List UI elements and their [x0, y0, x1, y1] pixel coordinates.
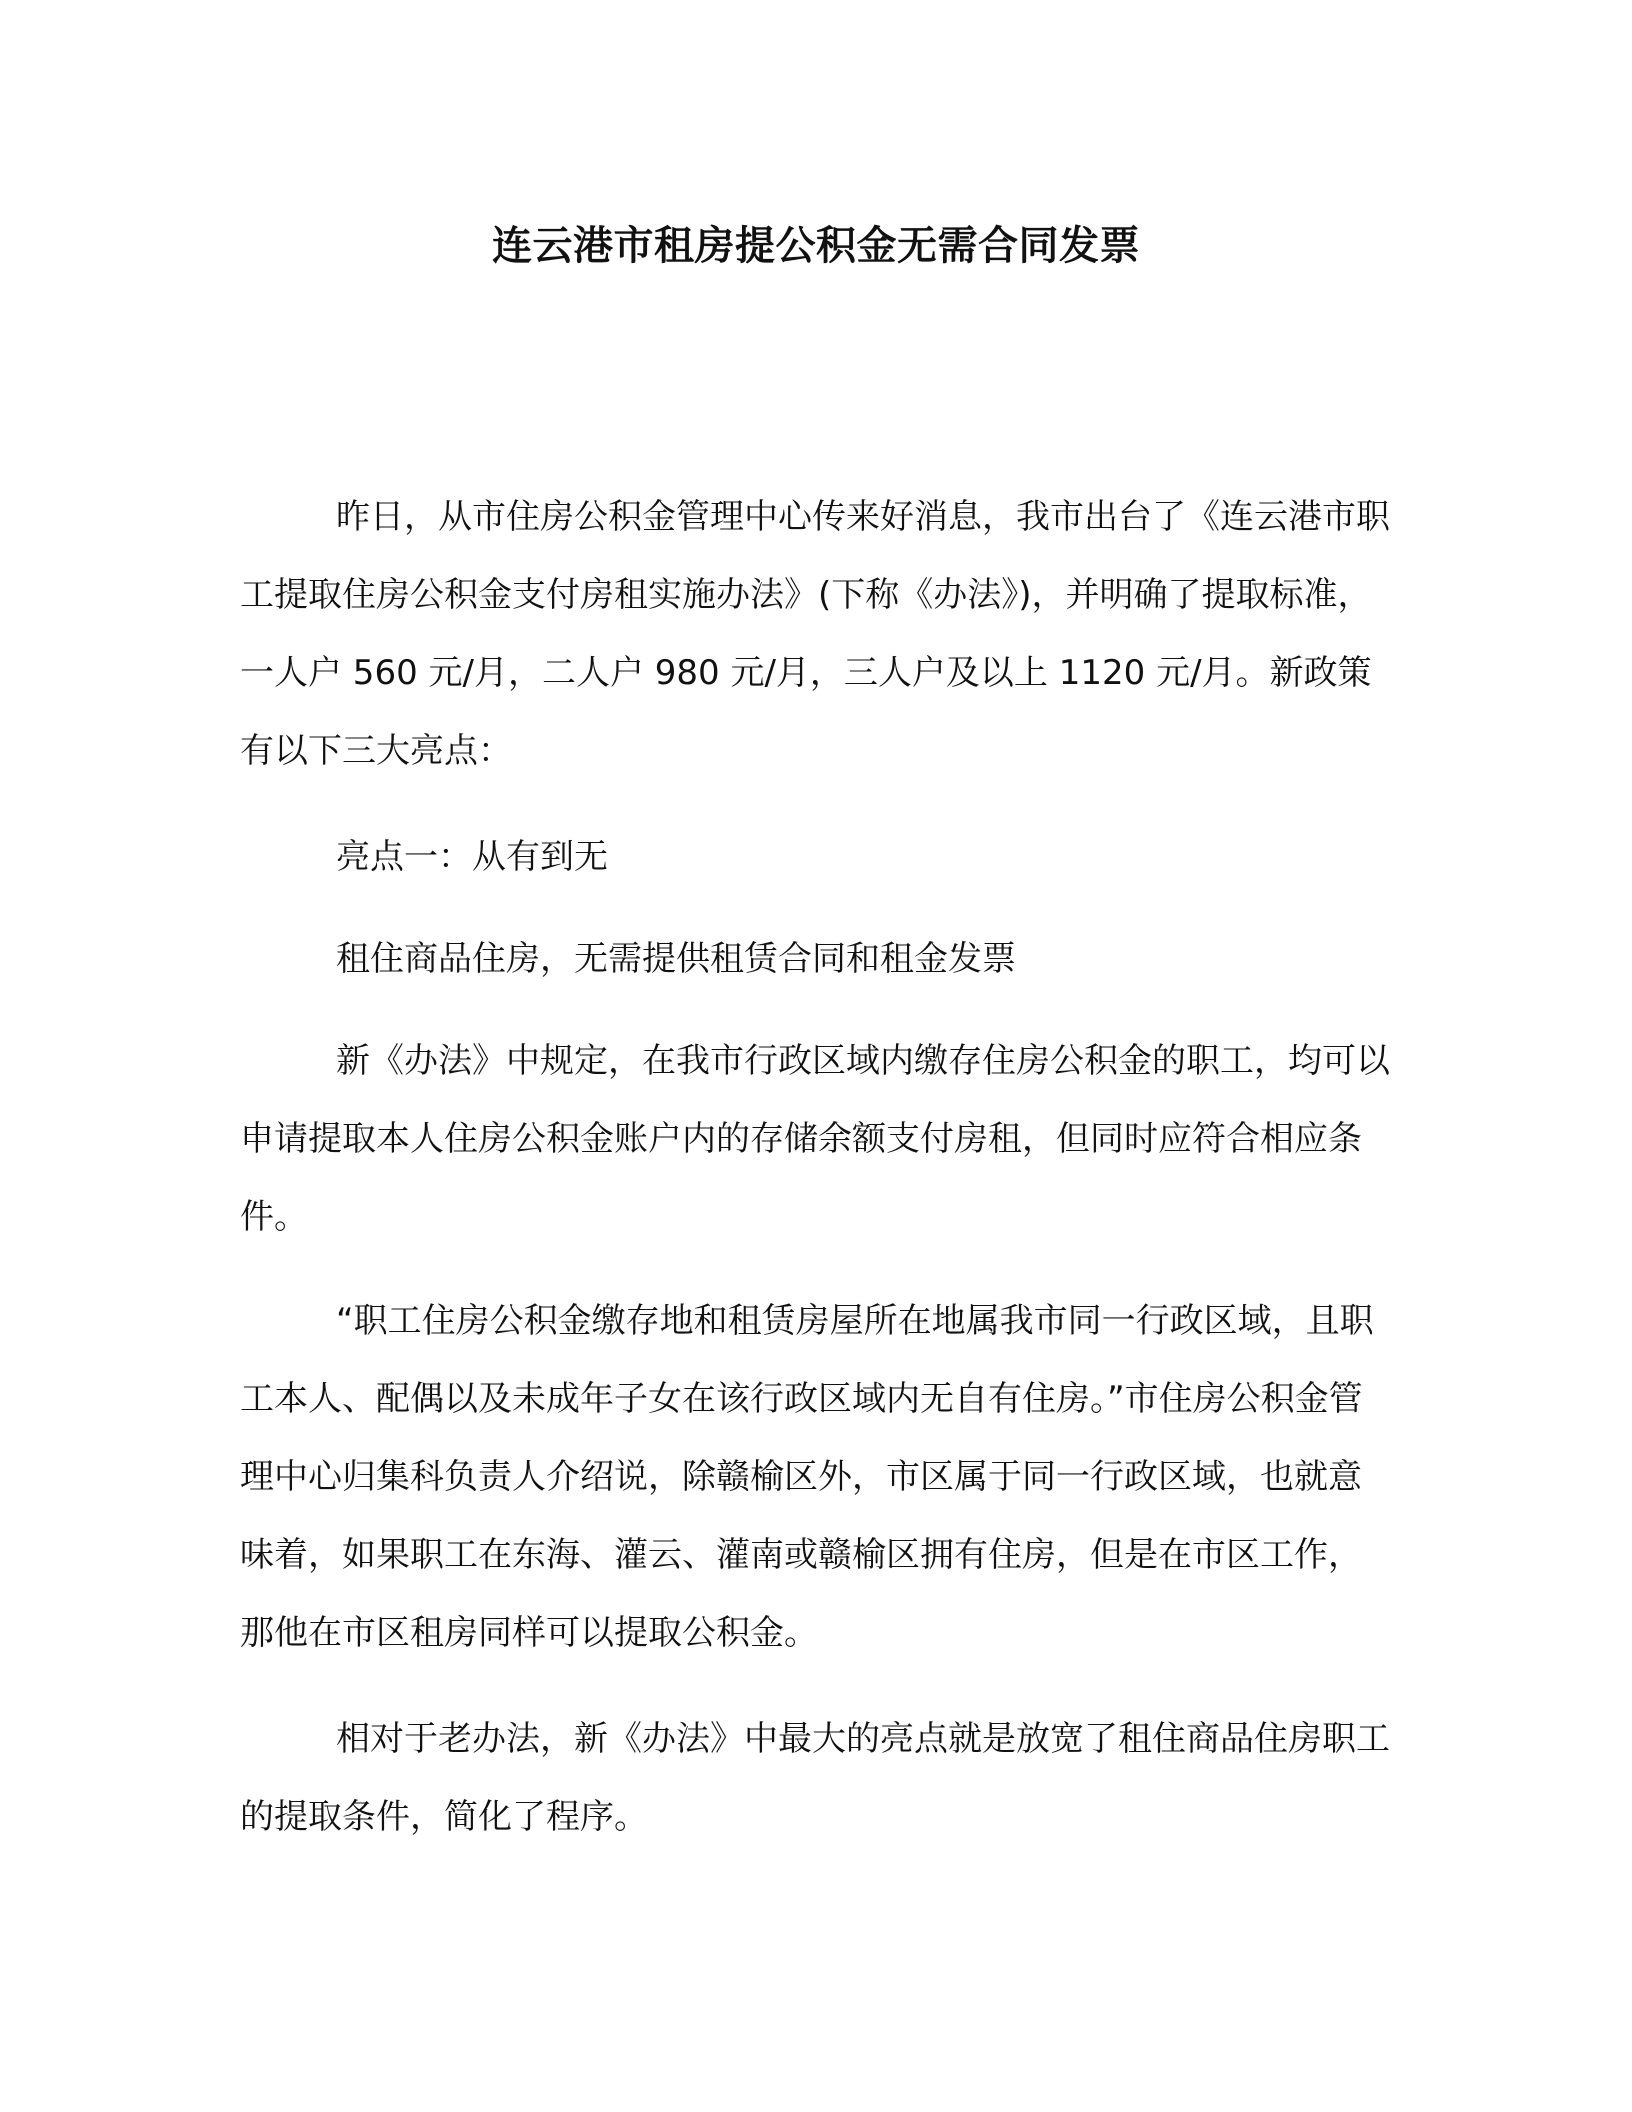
paragraph-text: 相对于老办法，新《办法》中最大的亮点就是放宽了租住商品住房职工的提取条件，简化了程序。: [240, 1719, 1390, 1837]
paragraph-quote: [240, 1282, 1392, 1672]
paragraph-text: 租住商品住房，无需提供租赁合同和租金发票: [336, 939, 1016, 979]
paragraph-intro: [240, 478, 1392, 790]
paragraph-regulation: [240, 1022, 1392, 1256]
paragraph-highlight-heading: [240, 818, 1392, 896]
paragraph-text: “职工住房公积金缴存地和租赁房屋所在地属我市同一行政区域，且职工本人、配偶以及未成年子女在该行政区域内无自有住房。”市住房公积金管理中心归集科负责人介绍说，除赣榆区外，市区属于同一行政区域，也就意味着，如果职工在东海、灌云、灌南或赣榆区拥有住房，但是在市区工作，那他在市区租房同样可以提取公积金。: [240, 1301, 1374, 1653]
paragraph-text: 新《办法》中规定，在我市行政区域内缴存住房公积金的职工，均可以申请提取本人住房公积金账户内的存储余额支付房租，但同时应符合相应条件。: [240, 1041, 1390, 1237]
paragraph-text: 亮点一：从有到无: [336, 837, 608, 877]
paragraph-highlight-subheading: [240, 920, 1392, 998]
paragraph-conclusion: [240, 1700, 1392, 1856]
paragraph-text: 昨日，从市住房公积金管理中心传来好消息，我市出台了《连云港市职工提取住房公积金支付房租实施办法》(下称《办法》)，并明确了提取标准，一人户 560 元/月，二人户 980 元/月，三人户及以上 1120 元/月。新政策有以下三大亮点：: [240, 497, 1390, 771]
document-title: 连云港市租房提公积金无需合同发票: [492, 223, 1140, 269]
